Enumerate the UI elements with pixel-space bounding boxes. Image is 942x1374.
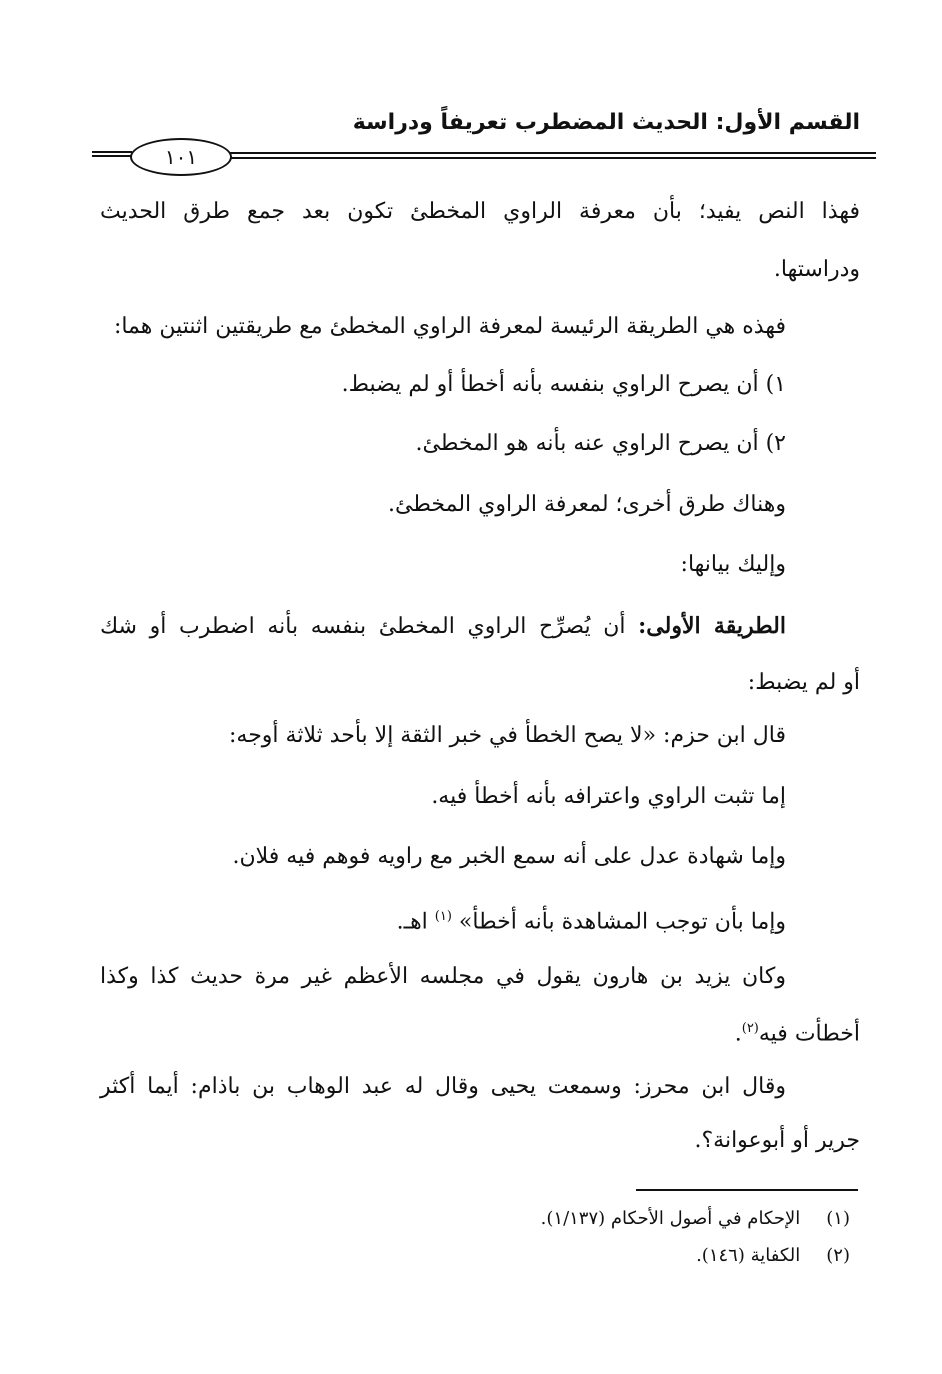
page-number-badge [130,138,232,176]
paragraph-2: فهذه هي الطريقة الرئيسة لمعرفة الراوي المخطئ مع طريقتين اثنتين هما: [113,314,786,339]
list-item-1: ١) أن يصرح الراوي بنفسه بأنه أخطأ أو لم يضبط. [341,372,786,397]
footnote-ref-2: (٢) [741,1021,759,1036]
footnote-ref-1: (١) [434,909,452,924]
footnote-2 [696,1243,850,1269]
footnote-1-text: الإحكام في أصول الأحكام (١/١٣٧). [540,1208,801,1229]
footnote-2-number: (٢) [826,1245,850,1266]
quote-line-1: قال ابن حزم: «لا يصح الخطأ في خبر الثقة إلا بأحد ثلاثة أوجه: [228,723,786,748]
paragraph-5-line-1 [100,611,786,642]
paragraph-7-line-1: وقال ابن محرز: وسمعت يحيى وقال له عبد الوهاب بن باذام: أيما أكثر [100,1074,786,1099]
list-item-2: ٢) أن يصرح الراوي عنه بأنه هو المخطئ. [415,431,786,456]
paragraph-3: وهناك طرق أخرى؛ لمعرفة الراوي المخطئ. [388,492,786,517]
paragraph-6-line-1: وكان يزيد بن هارون يقول في مجلسه الأعظم غير مرة حديث كذا وكذا [100,964,786,989]
quote-line-4 [397,902,786,937]
paragraph-4: وإليك بيانها: [680,552,786,577]
page-number: ١٠١ [164,145,198,169]
paragraph-5-line-2: أو لم يضبط: [747,670,860,695]
running-header-title: القسم الأول: الحديث المضطرب تعريفاً ودراسة [352,110,860,135]
quote-text: وإما بأن توجب المشاهدة بأنه أخطأ» [458,909,786,935]
quote-line-2: إما تثبت الراوي واعترافه بأنه أخطأ فيه. [431,784,786,809]
header-rule-left [92,151,132,161]
paragraph-1-line-2: ودراستها. [773,257,860,282]
footnote-1-number: (١) [826,1208,850,1229]
quote-end: اهـ. [396,909,428,935]
quote-line-3: وإما شهادة عدل على أنه سمع الخبر مع راويه فوهم فيه فلان. [232,844,786,869]
paragraph-6-end: . [734,1021,742,1047]
paragraph-7-line-2: جرير أو أبوعوانة؟. [694,1128,860,1153]
footnote-separator [636,1189,858,1191]
method-heading: الطريقة الأولى: [638,613,786,639]
paragraph-1-line-1: فهذا النص يفيد؛ بأن معرفة الراوي المخطئ تكون بعد جمع طرق الحديث [100,199,860,224]
footnote-1 [541,1206,850,1232]
method-description: أن يُصرِّح الراوي المخطئ بنفسه بأنه اضطرب أو شك [100,614,626,639]
header-rule-right [226,152,876,162]
paragraph-6-text: أخطأت فيه [758,1021,860,1047]
footnote-2-text: الكفاية (١٤٦). [696,1245,801,1266]
paragraph-6-line-2 [735,1014,860,1049]
